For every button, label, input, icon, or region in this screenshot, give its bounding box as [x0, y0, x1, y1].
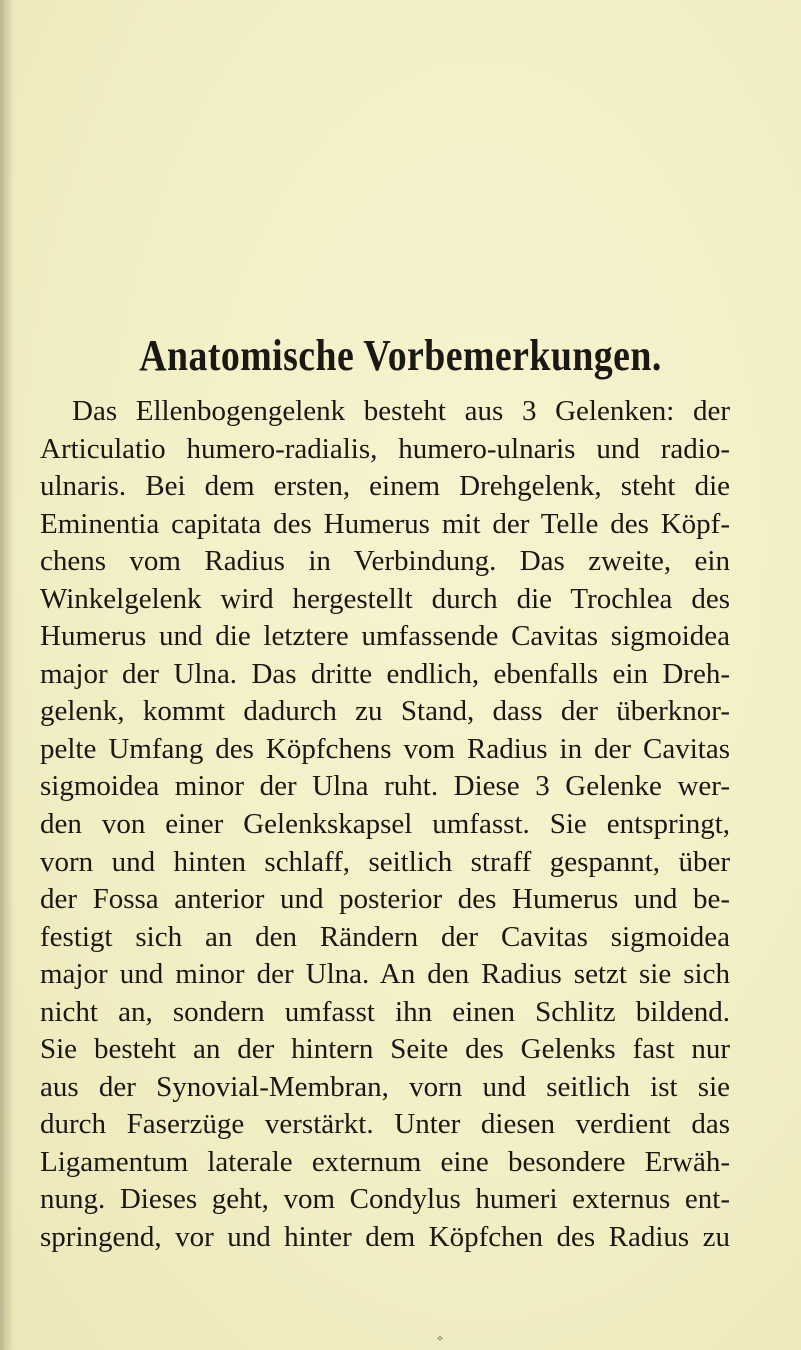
text-line: major und minor der Ulna. An den Radius setzt sie sich	[40, 958, 730, 991]
text-line: ulnaris. Bei dem ersten, einem Drehgelenk, steht die	[40, 470, 730, 503]
text-line: aus der Synovial-Membran, vorn und seitlich ist sie	[40, 1070, 730, 1103]
page-edge-shadow	[0, 0, 14, 1350]
text-line: sigmoidea minor der Ulna ruht. Diese 3 Gelenke wer-	[40, 770, 730, 803]
text-line: springend, vor und hinter dem Köpfchen des Radius zu	[40, 1221, 730, 1254]
text-line: nung. Dieses geht, vom Condylus humeri externus ent-	[40, 1183, 730, 1216]
text-line: gelenk, kommt dadurch zu Stand, dass der überknor-	[40, 695, 730, 728]
text-line: vorn und hinten schlaff, seitlich straff gespannt, über	[40, 845, 730, 878]
text-line: festigt sich an den Rändern der Cavitas sigmoidea	[40, 920, 730, 953]
text-line: Sie besteht an der hintern Seite des Gelenks fast nur	[40, 1033, 730, 1066]
text-line: Das Ellenbogengelenk besteht aus 3 Gelenken: der	[72, 395, 730, 427]
text-line: der Fossa anterior und posterior des Humerus und be-	[40, 883, 730, 916]
page-title: Anatomische Vorbemerkungen.	[139, 331, 662, 380]
text-line: major der Ulna. Das dritte endlich, ebenfalls ein Dreh-	[40, 657, 730, 690]
text-line: Ligamentum laterale externum eine besondere Erwäh-	[40, 1145, 730, 1178]
text-line: Winkelgelenk wird hergestellt durch die Trochlea des	[40, 582, 730, 615]
text-line: den von einer Gelenkskapsel umfasst. Sie entspringt,	[40, 808, 730, 841]
text-line: Eminentia capitata des Humerus mit der Telle des Köpf-	[40, 507, 730, 540]
print-speck: ⟡	[437, 1333, 443, 1343]
text-line: nicht an, sondern umfasst ihn einen Schlitz bildend.	[40, 995, 730, 1028]
text-line: Humerus und die letztere umfassende Cavitas sigmoidea	[40, 620, 730, 653]
text-line: pelte Umfang des Köpfchens vom Radius in der Cavitas	[40, 732, 730, 765]
text-line: Articulatio humero-radialis, humero-ulnaris und radio-	[40, 432, 730, 465]
body-paragraph	[40, 393, 730, 1257]
text-line: chens vom Radius in Verbindung. Das zweite, ein	[40, 545, 730, 578]
text-line: durch Faserzüge verstärkt. Unter diesen verdient das	[40, 1108, 730, 1141]
